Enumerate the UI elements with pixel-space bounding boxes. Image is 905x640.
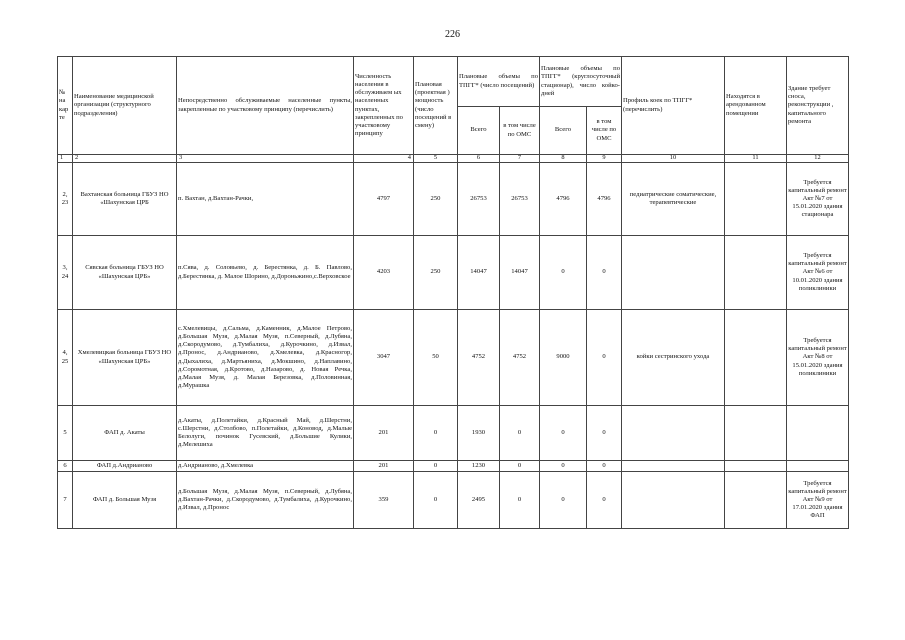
- column-number: 12: [787, 155, 849, 163]
- beds-oms-cell: 0: [587, 472, 622, 529]
- row-number: 5: [58, 406, 73, 461]
- capacity-cell: 0: [414, 461, 458, 472]
- rented-cell: [725, 461, 787, 472]
- population-cell: 201: [354, 406, 414, 461]
- visits-total-cell: 1230: [458, 461, 500, 472]
- header-visits-total: Всего: [458, 107, 500, 155]
- beds-oms-cell: 0: [587, 406, 622, 461]
- repair-status-cell: Требуется капитальный ремонт Акт №9 от 17.01.2020 здания ФАП: [787, 472, 849, 529]
- column-number: 9: [587, 155, 622, 163]
- capacity-cell: 0: [414, 406, 458, 461]
- organization-name: Вахтанская больница ГБУЗ НО «Шахунская ЦРБ: [73, 163, 177, 236]
- table-row: [58, 236, 849, 310]
- table-row: [58, 472, 849, 529]
- capacity-cell: 250: [414, 163, 458, 236]
- visits-oms-cell: 0: [500, 472, 540, 529]
- column-number: 7: [500, 155, 540, 163]
- header-settlements: Непосредственно обслуживаемые населенные пункты, закрепленные по участковому принципу (перечислить): [177, 57, 354, 155]
- bed-profile-cell: [622, 472, 725, 529]
- facilities-table: [57, 56, 849, 529]
- visits-oms-cell: 4752: [500, 310, 540, 406]
- beds-oms-cell: 0: [587, 461, 622, 472]
- population-cell: 201: [354, 461, 414, 472]
- repair-status-cell: Требуется капитальный ремонт Акт №8 от 15.01.2020 здания поликлиники: [787, 310, 849, 406]
- column-number: 8: [540, 155, 587, 163]
- bed-profile-cell: педиатрические соматические, терапевтические: [622, 163, 725, 236]
- beds-total-cell: 0: [540, 472, 587, 529]
- table-row: [58, 310, 849, 406]
- row-number: 3, 24: [58, 236, 73, 310]
- bed-profile-cell: [622, 236, 725, 310]
- header-beds-total: Всего: [540, 107, 587, 155]
- header-population: Численность населения в обслуживаем ых населенных пунктах, закрепленных по участковому принципу: [354, 57, 414, 155]
- header-capacity: Плановая (проектная ) мощность (число посещений в смену): [414, 57, 458, 155]
- settlements-cell: с.Хмелевицы, д.Сальма, д.Каменник, д.Малое Петрово, д.Большая Музя, д.Малая Музя, п.Северный, д.Лубяна, д.Скородумово, д.Тумбалиха, д.Курочкино, д.Извал, д.Пронос, д.Андрианово, д.Хмелевка, д.Красногор, д.Дыхалиха, д.Мартьяниха, д.Мокшино, д.Наплавино, д.Соромотная, д.Кротово, д.Назарово, д. Новая Речка, д.Малая Музя, д. Малая Березовка, д.Половинная, д.Мурашка: [177, 310, 354, 406]
- settlements-cell: п.Сява, д. Соловьево, д. Берестянка, д. Б. Павлово, д.Берестянка, д. Малое Шорино, д.Дороньжино,с.Верховское: [177, 236, 354, 310]
- rented-cell: [725, 310, 787, 406]
- table-row: [58, 461, 849, 472]
- beds-total-cell: 9000: [540, 310, 587, 406]
- organization-name: Сявская больница ГБУЗ НО «Шахунская ЦРБ»: [73, 236, 177, 310]
- bed-profile-cell: [622, 406, 725, 461]
- column-number: 10: [622, 155, 725, 163]
- header-row: [58, 57, 849, 107]
- visits-oms-cell: 14047: [500, 236, 540, 310]
- column-number: 2: [73, 155, 177, 163]
- settlements-cell: д.Большая Музя, д.Малая Музя, п.Северный, д.Лубяна, д.Вахтан-Рачки, д.Скородумово, д.Тумбалиха, д.Курочкино, д.Извал, д.Пронос: [177, 472, 354, 529]
- visits-oms-cell: 26753: [500, 163, 540, 236]
- rented-cell: [725, 406, 787, 461]
- table-row: [58, 406, 849, 461]
- population-cell: 4797: [354, 163, 414, 236]
- column-number: 3: [177, 155, 354, 163]
- table-row: [58, 163, 849, 236]
- beds-oms-cell: 4796: [587, 163, 622, 236]
- rented-cell: [725, 472, 787, 529]
- population-cell: 3047: [354, 310, 414, 406]
- repair-status-cell: Требуется капитальный ремонт Акт №7 от 15.01.2020 здания стационара: [787, 163, 849, 236]
- beds-total-cell: 0: [540, 406, 587, 461]
- settlements-cell: п. Вахтан, д.Вахтан-Рачки,: [177, 163, 354, 236]
- rented-cell: [725, 236, 787, 310]
- column-number: 1: [58, 155, 73, 163]
- organization-name: ФАП д. Большая Музя: [73, 472, 177, 529]
- header-number: № на кар те: [58, 57, 73, 155]
- capacity-cell: 250: [414, 236, 458, 310]
- header-organization: Наименование медицинской организации (структурного подразделения): [73, 57, 177, 155]
- header-bed-profile: Профиль коек по ТПГГ* (перечислить): [622, 57, 725, 155]
- row-number: 7: [58, 472, 73, 529]
- header-repair: Здание требует сноса, реконструкции , капитального ремонта: [787, 57, 849, 155]
- header-beds-oms: в том числе по ОМС: [587, 107, 622, 155]
- beds-total-cell: 0: [540, 236, 587, 310]
- settlements-cell: д.Акаты, д.Полетайки, д.Красный Май, д.Шерстни, с.Шерстни, д.Столбово, п.Полетайки, д.Коновод, д.Малые Белолуги, починок Гусевский, д.Большие Кулики, д.Мелешиха: [177, 406, 354, 461]
- repair-status-cell: Требуется капитальный ремонт Акт №6 от 10.01.2020 здания поликлиники: [787, 236, 849, 310]
- row-number: 6: [58, 461, 73, 472]
- organization-name: ФАП д. Акаты: [73, 406, 177, 461]
- visits-oms-cell: 0: [500, 461, 540, 472]
- organization-name: Хмелевицкая больница ГБУЗ НО «Шахунская ЦРБ»: [73, 310, 177, 406]
- beds-total-cell: 0: [540, 461, 587, 472]
- row-number: 2, 23: [58, 163, 73, 236]
- bed-profile-cell: [622, 461, 725, 472]
- beds-total-cell: 4796: [540, 163, 587, 236]
- header-planned-visits: Плановые объемы по ТПГГ* (число посещений): [458, 57, 540, 107]
- bed-profile-cell: койки сестринского ухода: [622, 310, 725, 406]
- organization-name: ФАП д.Андрианово: [73, 461, 177, 472]
- header-planned-bed-days: Плановые объемы по ТПГГ* (круглосуточный стационар), число койко-дней: [540, 57, 622, 107]
- visits-total-cell: 4752: [458, 310, 500, 406]
- column-number: 4: [354, 155, 414, 163]
- header-visits-oms: в том числе по ОМС: [500, 107, 540, 155]
- beds-oms-cell: 0: [587, 310, 622, 406]
- column-numbers-row: [58, 155, 849, 163]
- visits-total-cell: 14047: [458, 236, 500, 310]
- population-cell: 359: [354, 472, 414, 529]
- repair-status-cell: [787, 461, 849, 472]
- visits-oms-cell: 0: [500, 406, 540, 461]
- repair-status-cell: [787, 406, 849, 461]
- beds-oms-cell: 0: [587, 236, 622, 310]
- population-cell: 4203: [354, 236, 414, 310]
- settlements-cell: д.Андрианово, д.Хмелевка: [177, 461, 354, 472]
- column-number: 11: [725, 155, 787, 163]
- column-number: 5: [414, 155, 458, 163]
- visits-total-cell: 2495: [458, 472, 500, 529]
- page-number: 226: [445, 29, 460, 40]
- capacity-cell: 50: [414, 310, 458, 406]
- rented-cell: [725, 163, 787, 236]
- visits-total-cell: 26753: [458, 163, 500, 236]
- header-rented: Находятся в арендованном помещении: [725, 57, 787, 155]
- capacity-cell: 0: [414, 472, 458, 529]
- column-number: 6: [458, 155, 500, 163]
- visits-total-cell: 1930: [458, 406, 500, 461]
- row-number: 4, 25: [58, 310, 73, 406]
- table-body: [58, 163, 849, 529]
